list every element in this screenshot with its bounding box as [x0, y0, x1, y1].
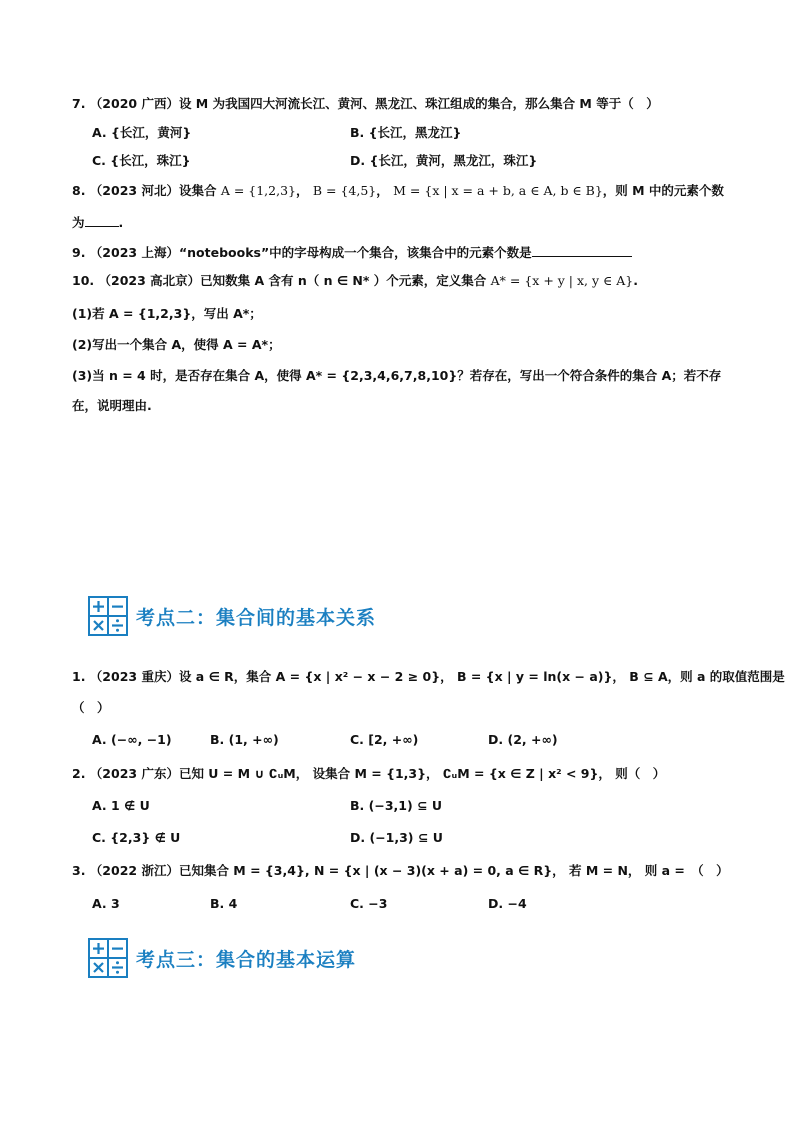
question-8-set-m: M = {x | x = a + b, a ∈ A, b ∈ B}: [393, 183, 603, 198]
s2-question-1-option-d: D. (2, +∞): [488, 732, 558, 747]
s2-question-1-line-1: 1. （2023 重庆）设 a ∈ R，集合 A = {x | x² − x − 2 ≥ 0}， B = {x | y = ln(x − a)}， B ⊆ A，则 a 的取值范围是: [72, 669, 785, 684]
question-8-line-2: 为 .: [72, 215, 124, 230]
s2-question-1-option-a: A. (−∞, −1): [92, 732, 172, 747]
question-7-stem: 7. （2020 广西）设 M 为我国四大河流长江、黄河、黑龙江、珠江组成的集合，那么集合 M 等于（ ）: [72, 96, 659, 111]
question-10-stem: [72, 273, 638, 289]
question-8-sep-1: ，: [295, 183, 309, 198]
answer-blank: [532, 244, 632, 257]
s2-question-3-option-d: D. −4: [488, 896, 527, 911]
s2-question-2-line-1: 2. （2023 广东）已知 U = M ∪ ∁ᵤM， 设集合 M = {1,3}， ∁ᵤM = {x ∈ Z | x² < 9}， 则（ ）: [72, 766, 666, 781]
question-7-option-a: A. {长江，黄河}: [92, 125, 192, 140]
math-operators-icon: [88, 938, 128, 978]
question-8-prefix: 8. （2023 河北）设集合: [72, 183, 217, 198]
question-7-option-c: C. {长江，珠江}: [92, 153, 191, 168]
question-10-part-1: (1)若 A = {1,2,3}，写出 A*；: [72, 306, 262, 321]
section-2-heading: [88, 596, 376, 636]
question-10-set-def: A* = {x + y | x, y ∈ A}: [490, 273, 634, 288]
question-8-suffix: ，则 M 中的元素个数: [602, 183, 724, 198]
section-3-heading: [88, 938, 356, 978]
s2-question-2-option-b: B. (−3,1) ⊆ U: [350, 798, 442, 813]
question-10-part-3-line-1: (3)当 n = 4 时，是否存在集合 A，使得 A* = {2,3,4,6,7,8,10}？若存在，写出一个符合条件的集合 A；若不存: [72, 368, 722, 383]
question-9-text: 9. （2023 上海）“notebooks”中的字母构成一个集合，该集合中的元素个数是: [72, 245, 532, 260]
question-7-option-d: D. {长江，黄河，黑龙江，珠江}: [350, 153, 538, 168]
question-10-part-3-line-2: 在，说明理由.: [72, 398, 152, 413]
question-10-text: 10. （2023 高北京）已知数集 A 含有 n（ n ∈ N* ）个元素，定义集合: [72, 273, 487, 288]
question-8-line-2-text: 为: [72, 215, 85, 230]
s2-question-3-option-c: C. −3: [350, 896, 388, 911]
section-3-title: 考点三：集合的基本运算: [136, 948, 357, 971]
question-9-stem: [72, 244, 632, 261]
question-8-line-1: [72, 183, 724, 199]
question-8-set-a: A = {1,2,3}: [220, 183, 296, 198]
s2-question-1-option-b: B. (1, +∞): [210, 732, 279, 747]
s2-question-2-option-a: A. 1 ∉ U: [92, 798, 150, 813]
question-7-option-b: B. {长江，黑龙江}: [350, 125, 462, 140]
s2-question-2-option-c: C. {2,3} ∉ U: [92, 830, 181, 845]
s2-question-1-option-c: C. [2, +∞): [350, 732, 419, 747]
question-10-end: .: [633, 273, 638, 288]
section-2-title: 考点二：集合间的基本关系: [136, 606, 377, 629]
s2-question-3-line-1: 3. （2022 浙江）已知集合 M = {3,4}, N = {x | (x − 3)(x + a) = 0, a ∈ R}， 若 M = N， 则 a = （ ）: [72, 863, 729, 878]
question-8-set-b: B = {4,5}: [312, 183, 377, 198]
s2-question-2-option-d: D. (−1,3) ⊆ U: [350, 830, 443, 845]
s2-question-1-line-2: （ ）: [72, 700, 110, 715]
answer-blank: [85, 214, 119, 227]
s2-question-3-option-b: B. 4: [210, 896, 238, 911]
question-10-part-2: (2)写出一个集合 A，使得 A = A*；: [72, 337, 281, 352]
math-operators-icon: [88, 596, 128, 636]
s2-question-3-option-a: A. 3: [92, 896, 120, 911]
question-8-sep-2: ，: [376, 183, 389, 198]
